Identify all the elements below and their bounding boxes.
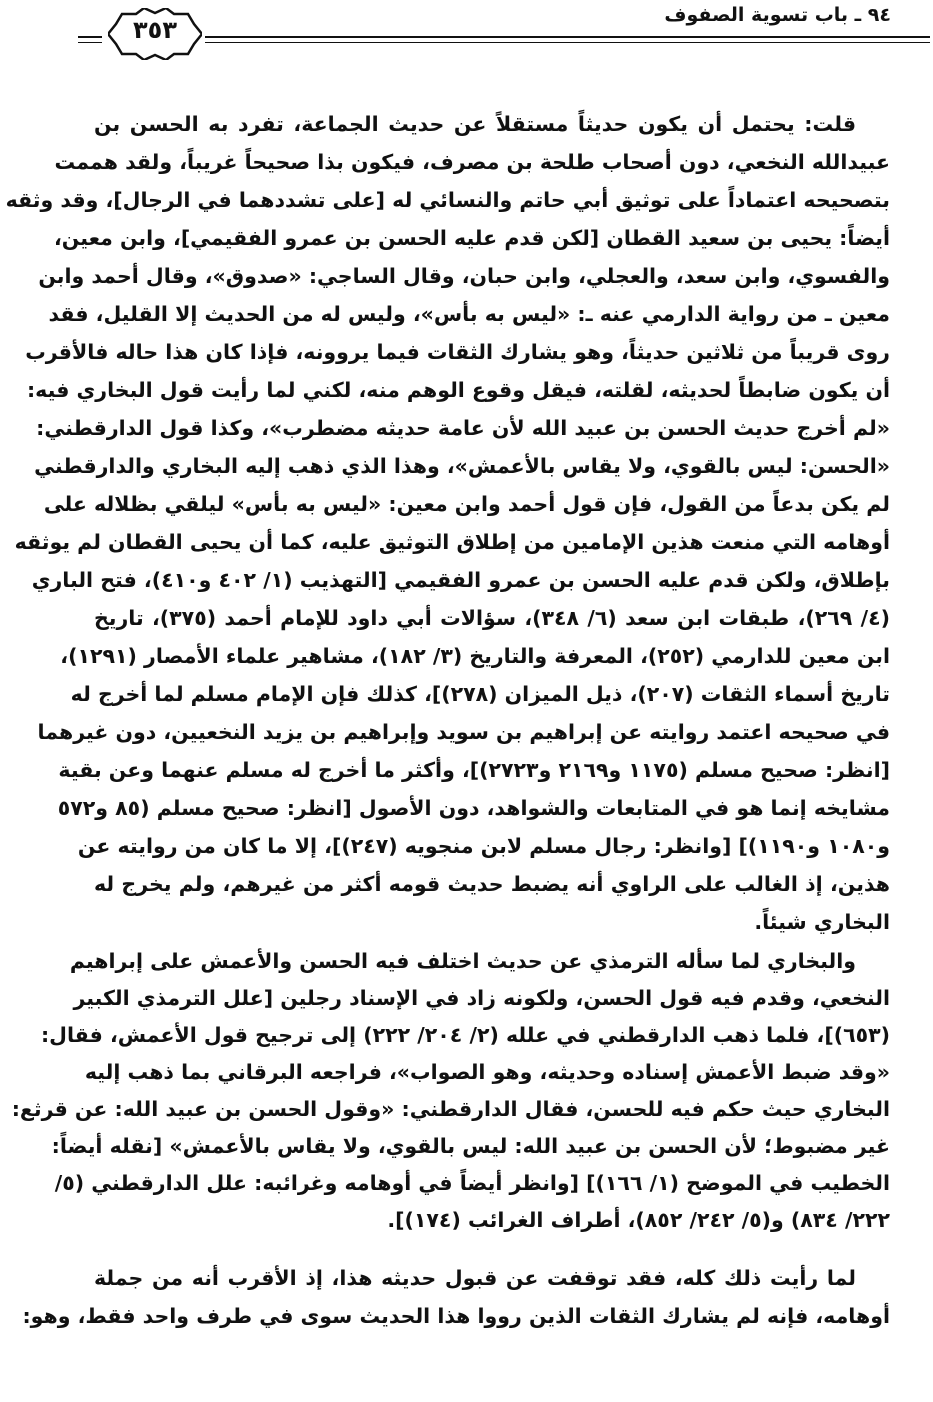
paragraph [22,1259,890,1335]
text-line: مشايخه إنما هو في المتابعات والشواهد، دون الأصول [انظر: صحيح مسلم (٨٥ و٥٧٢ [57,796,890,820]
text-line: هذين، إذ الغالب على الراوي أنه يضبط حديث قومه أكثر من غيرهم، ولم يخرج له [94,872,890,896]
text-line: معين ـ من رواية الدارمي عنه ـ: «ليس به بأس»، وليس له من الحديث إلا القليل، فقد [48,302,890,326]
text-line: تاريخ أسماء الثقات (٢٠٧)، ذيل الميزان (٢٧٨)]، كذلك فإن الإمام مسلم لما أخرج له [70,682,890,706]
text-line: روى قريباً من ثلاثين حديثاً، وهو يشارك الثقات فيما يروونه، فإذا كان هذا حاله فالأقرب [25,340,890,364]
text-line: لما رأيت ذلك كله، فقد توقفت عن قبول حديثه هذا، إذ الأقرب أنه من جملة [94,1266,856,1290]
text-line: النخعي، وقدم فيه قول الحسن، ولكونه زاد في الإسناد رجلين [علل الترمذي الكبير [73,986,890,1010]
page-number: ٣٥٣ [133,16,177,44]
text-line: و١٠٨٠ و١١٩٠)] [وانظر: رجال مسلم لابن منجويه (٢٤٧)]، إلا ما كان من روايته عن [77,834,890,858]
text-line: لم يكن بدعاً من القول، فإن قول أحمد وابن معين: «ليس به بأس» ليلقي بظلاله على [43,492,890,516]
text-line: والفسوي، وابن سعد، والعجلي، وابن حبان، وقال الساجي: «صدوق»، وقال أحمد وابن [38,264,890,288]
text-line-content: يحتمل أن يكون حديثاً مستقلاً عن حديث الجماعة، تفرد به الحسن بن [94,112,805,136]
text-line: [انظر: صحيح مسلم (١١٧٥ و٢١٦٩ و٢٧٢٣)]، وأكثر ما أخرج له مسلم عنهما وعن بقية [58,758,890,782]
text-line: ابن معين للدارمي (٢٥٢)، المعرفة والتاريخ (٣/ ١٨٢)، مشاهير علماء الأمصار (١٢٩١)، [60,644,890,668]
text-line: أيضاً: يحيى بن سعيد القطان [لكن قدم عليه الحسن بن عمرو الفقيمي]، وابن معين، [53,226,890,250]
text-line: (٤/ ٢٦٩)، طبقات ابن سعد (٦/ ٣٤٨)، سؤالات أبي داود للإمام أحمد (٣٧٥)، تاريخ [94,606,890,630]
text-line: الخطيب في الموضح (١/ ١٦٦)] [وانظر أيضاً في أوهامه وغرائبه: علل الدارقطني (٥/ [54,1171,890,1195]
chapter-title: ٩٤ ـ باب تسوية الصفوف [664,4,891,26]
text-line: أوهامه، فإنه لم يشارك الثقات الذين رووا هذا الحديث سوى في طرف واحد فقط، وهو: [22,1304,890,1328]
text-line: في صحيحه اعتمد روايته عن إبراهيم بن سويد وإبراهيم بن يزيد النخعيين، دون غيرهما [37,720,890,744]
header-rule [205,36,930,38]
text-line: «لم أخرج حديث الحسن بن عبيد الله لأن عامة حديثه مضطرب»، وكذا قول الدارقطني: [36,416,890,440]
paragraph [5,105,890,941]
page-number-badge [108,8,202,60]
header-rule [78,36,102,38]
paragraph-lead: قلت: [804,112,856,136]
text-line [94,105,890,143]
text-line: أن يكون ضابطاً لحديثه، لقلته، فيقل وقوع الوهم منه، لكني لما رأيت قول البخاري فيه: [26,378,890,402]
text-line: والبخاري لما سأله الترمذي عن حديث اختلف فيه الحسن والأعمش على إبراهيم [69,949,856,973]
paragraph [11,943,890,1239]
text-line: «الحسن: ليس بالقوي، ولا يقاس بالأعمش»، وهذا الذي ذهب إليه البخاري والدارقطني [34,454,890,478]
text-line: بتصحيحه اعتماداً على توثيق أبي حاتم والنسائي له [على تشددهما في الرجال]، وقد وثقه [5,188,890,212]
header-rule [78,42,102,43]
text-line: أوهامه التي منعت هذين الإمامين من إطلاق التوثيق عليه، كما أن يحيى القطان لم يوثقه [14,530,890,554]
text-line: «وقد ضبط الأعمش إسناده وحديثه، وهو الصواب»، فراجعه البرقاني بما ذهب إليه [84,1060,890,1084]
text-line: البخاري شيئاً. [754,910,890,934]
text-line: البخاري حيث حكم فيه للحسن، فقال الدارقطني: «وقول الحسن بن عبيد الله: عن قرثع: [11,1097,890,1121]
header-rule [205,42,930,43]
text-line: بإطلاق، ولكن قدم عليه الحسن بن عمرو الفقيمي [التهذيب (١/ ٤٠٢ و٤١٠)، فتح الباري [31,568,890,592]
text-line: ٢٢٢/ ٨٣٤) و(٥/ ٢٤٢/ ٨٥٢)، أطراف الغرائب (١٧٤)]. [387,1208,890,1232]
text-line: (٦٥٣)]، فلما ذهب الدارقطني في علله (٢/ ٢٠٤/ ٢٢٢) إلى ترجيح قول الأعمش، فقال: [40,1023,890,1047]
text-line: غير مضبوط؛ لأن الحسن بن عبيد الله: ليس بالقوي، ولا يقاس بالأعمش» [نقله أيضاً: [51,1134,890,1158]
text-line: عبيدالله النخعي، دون أصحاب طلحة بن مصرف، فيكون بذا صحيحاً غريباً، ولقد هممت [54,150,890,174]
